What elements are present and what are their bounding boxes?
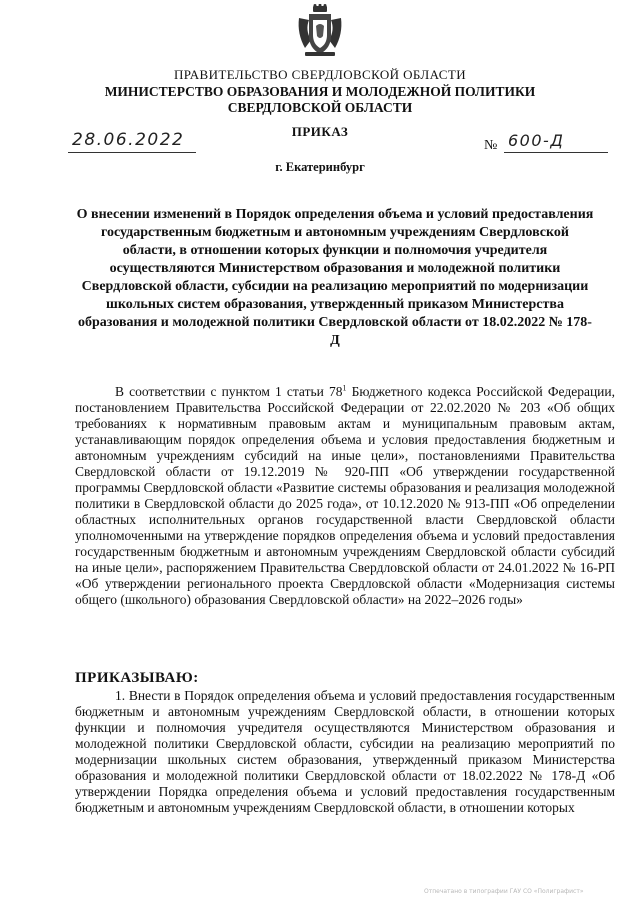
government-name: ПРАВИТЕЛЬСТВО СВЕРДЛОВСКОЙ ОБЛАСТИ [173, 67, 466, 82]
preamble-start: В соответствии с пунктом 1 статьи 78 [115, 384, 343, 399]
ministry-name [0, 84, 640, 116]
document-number: 600-Д [508, 131, 565, 150]
number-field [504, 131, 608, 153]
city: г. Екатеринбург [275, 160, 365, 174]
clause-1-paragraph: 1. Внести в Порядок определения объема и условий предоставления государственным бюджетным и автономным учреждениям Свердловской области, в отношении которых функции и полномочия учредителя осуществляются Министерством образования и молодежной политики Свердловской области, субсидии на реализацию мероприятий по модернизации школьных систем образования, утвержденный приказом Министерства образования и молодежной политики Свердловской области от 18.02.2022 № 178-Д «Об утверждении Порядка определения объема и условий предоставления государственным бюджетным и автономным учреждениям Свердловской области, в отношении которых [75, 688, 615, 815]
print-stamp: Отпечатано в типографии ГАУ СО «Полиграфист» [424, 888, 584, 895]
document-date: 28.06.2022 [72, 130, 185, 150]
ministry-line-2: СВЕРДЛОВСКОЙ ОБЛАСТИ [227, 100, 413, 115]
preamble-rest: Бюджетного кодекса Российской Федерации, постановлением Правительства Российской Федерации от 22.02.2020 № 203 «Об общих требованиях к нормативным правовым актам и муниципальным правовым актам, устанавливающим порядок определения объема и условия предоставления бюджетным и автономным учреждениям субсидий на иные цели», постановлениями Правительства Свердловской области от 19.12.2019 № 920-ПП «Об утверждении государственной программы Свердловской области «Развитие системы образования и реализация молодежной политики в Свердловской области до 2025 года», от 10.12.2020 № 913-ПП «Об определении областных исполнительных органов государственной власти Свердловской области уполномоченными на утверждение порядков определения объема и условий предоставления государственным бюджетным и автономным учреждениям Свердловской области субсидий на иные цели», распоряжением Правительства Свердловской области от 24.01.2022 № 16-РП «Об утверждении регионального проекта Свердловской области «Модернизация системы общего (школьного) образования Свердловской области» на 2022–2026 годы» [75, 384, 615, 607]
decree-word: ПРИКАЗЫВАЮ: [75, 670, 199, 686]
document-title: О внесении изменений в Порядок определения объема и условий предоставления государственным бюджетным и автономным учреждениям Свердловской области, в отношении которых функции и полномочия учредителя осуществляются Министерством образования и молодежной политики Свердловской области, субсидии на реализацию мероприятий по модернизации школьных систем образования, утвержденный приказом Министерства образования и молодежной политики Свердловской области от 18.02.2022 № 178-Д [76, 207, 594, 348]
article-superscript: 1 [342, 383, 347, 393]
ministry-line-1: МИНИСТЕРСТВО ОБРАЗОВАНИЯ И МОЛОДЕЖНОЙ ПОЛИТИКИ [104, 84, 536, 99]
document-type: ПРИКАЗ [291, 124, 349, 139]
date-field [68, 132, 196, 153]
preamble-paragraph [75, 384, 615, 608]
coat-of-arms-emblem [295, 4, 345, 58]
number-label: № [484, 138, 498, 153]
